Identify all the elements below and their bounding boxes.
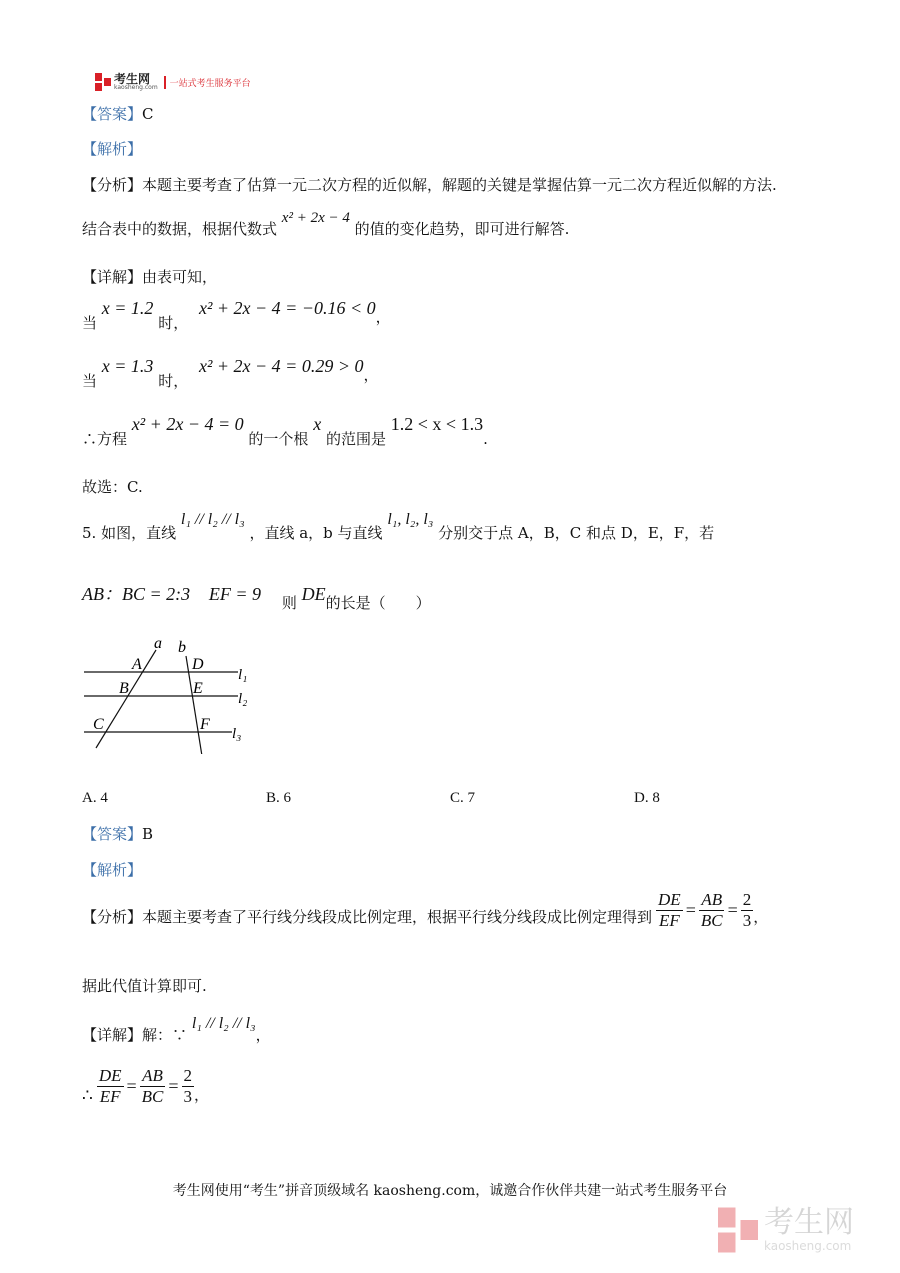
q5-fenxi: [82, 890, 768, 930]
xiangjie-text: 由表可知，: [142, 268, 218, 286]
lines-list: l₁, l₂, l₃: [387, 511, 434, 528]
label-a: a: [154, 635, 162, 652]
logo-name: 考生网: [114, 72, 151, 86]
logo-domain: kaosheng.com: [114, 84, 158, 91]
label-C: C: [93, 716, 104, 733]
expression: x² + 2x − 4: [281, 210, 350, 226]
answer-tag: 【答案】: [82, 825, 143, 843]
equation: x² + 2x − 4 = 0: [131, 414, 244, 434]
label-F: F: [200, 716, 210, 733]
q4-xiangjie: [82, 266, 217, 287]
footer-watermark: [718, 1204, 854, 1256]
xiangjie-text: 解：∵: [142, 1026, 188, 1044]
q5-analysis-tag: 【解析】: [82, 861, 143, 879]
shi-label: 时，: [158, 372, 189, 390]
shi-label: 时，: [158, 314, 189, 332]
case1-value: x² + 2x − 4 = −0.16 < 0: [199, 298, 376, 318]
case2-value: x² + 2x − 4 = 0.29 > 0: [199, 356, 364, 376]
equals: =: [727, 899, 738, 920]
therefore-symbol: ∴: [82, 1086, 93, 1107]
root-var: x: [313, 414, 322, 434]
tail-text: 的长是（ ）: [325, 594, 431, 612]
because-expr: l₁ // l₂ // l₃: [191, 1015, 256, 1032]
logo-mark-icon: [95, 73, 111, 91]
fraction-de-ef: [97, 1066, 124, 1106]
xiangjie-tag: 【详解】: [82, 1026, 143, 1044]
geometry-figure: [80, 634, 260, 754]
frac-num-de: DE: [98, 1066, 122, 1085]
watermark-name: 考生网: [764, 1205, 854, 1240]
comma: ，: [255, 1026, 271, 1044]
frac-num-2: 2: [183, 1066, 193, 1085]
header-logo[interactable]: [95, 71, 251, 93]
frac-den-3: 3: [742, 910, 752, 930]
stem-b: ，直线 a，b 与直线: [249, 524, 383, 542]
label-l3: l₃: [232, 726, 242, 742]
label-b: b: [178, 639, 186, 656]
range-text: 的范围是: [325, 430, 386, 448]
case1-x: x = 1.2: [101, 298, 154, 318]
watermark-domain: kaosheng.com: [764, 1239, 852, 1253]
then-text: 则: [281, 594, 297, 612]
q5-therefore: [82, 1066, 209, 1106]
frac-num-de: DE: [658, 890, 681, 909]
fraction-2-3: [741, 890, 754, 930]
q4-line2: [82, 210, 570, 239]
xiangjie-tag: 【详解】: [82, 268, 143, 286]
footer-text: 考生网使用“考生”拼音顶级域名 kaosheng.com，诚邀合作伙伴共建一站式考生服务平台: [172, 1183, 728, 1199]
line2-text-a: 结合表中的数据，根据代数式: [82, 220, 278, 238]
frac-den-3: 3: [183, 1086, 193, 1106]
q4-conclusion: [82, 414, 488, 448]
stem-a: 5. 如图，直线: [82, 524, 177, 542]
label-A: A: [132, 656, 142, 673]
fenxi-text: 本题主要考查了估算一元二次方程的近似解，解题的关键是掌握估算一元二次方程近似解的方法.: [142, 176, 777, 194]
watermark-logo-icon: [718, 1204, 758, 1256]
equals: =: [685, 899, 696, 920]
root-text: 的一个根: [248, 430, 309, 448]
q4-case1: [82, 298, 391, 332]
comma: ，: [753, 907, 769, 926]
label-l1: l₁: [238, 667, 248, 683]
period: .: [483, 430, 488, 448]
fenxi-text: 本题主要考查了平行线分线段成比例定理，根据平行线分线段成比例定理得到: [142, 907, 653, 926]
q5-answer: [82, 823, 153, 844]
parallel-lines: l₁ // l₂ // l₃: [180, 511, 245, 528]
option-c[interactable]: C. 7: [450, 790, 476, 806]
ef-value: EF = 9: [208, 584, 262, 604]
q4-choose: 故选：C.: [82, 478, 143, 496]
label-E: E: [193, 680, 203, 697]
frac-den-ef: EF: [658, 910, 680, 930]
comma: ，: [194, 1085, 210, 1104]
q5-stem: [82, 508, 715, 542]
answer-tag: 【答案】: [82, 105, 143, 123]
fraction-2-3: [182, 1066, 195, 1106]
option-a[interactable]: A. 4: [82, 790, 108, 806]
fenxi-tag: 【分析】: [82, 176, 143, 194]
when-label: 当: [82, 314, 98, 332]
frac-num-2: 2: [742, 890, 752, 909]
ratio: AB：BC = 2:3: [82, 584, 191, 604]
fraction-de-ef: [656, 890, 683, 930]
answer-value: C: [142, 105, 154, 123]
fraction-ab-bc: [699, 890, 725, 930]
frac-den-bc: BC: [700, 910, 723, 930]
when-label: 当: [82, 372, 98, 390]
label-D: D: [192, 656, 204, 673]
q5-fenxi-end: 据此代值计算即可.: [82, 977, 207, 995]
line2-text-b: 的值的变化趋势，即可进行解答.: [354, 220, 570, 238]
fenxi-tag: 【分析】: [82, 907, 143, 926]
comma: ，: [375, 308, 391, 326]
label-l2: l₂: [238, 691, 248, 707]
frac-den-bc: BC: [141, 1086, 164, 1106]
frac-num-ab: AB: [142, 1066, 163, 1085]
answer-value: B: [142, 825, 154, 843]
q5-condition: [82, 580, 431, 612]
frac-den-ef: EF: [99, 1086, 121, 1106]
q5-xiangjie: [82, 1012, 271, 1044]
de-var: DE: [301, 584, 326, 604]
logo-slogan: 一站式考生服务平台: [164, 76, 251, 89]
therefore-text: ∴方程: [82, 430, 128, 448]
option-b[interactable]: B. 6: [266, 790, 292, 806]
stem-c: 分别交于点 A，B，C 和点 D，E，F，若: [438, 524, 715, 542]
fraction-ab-bc: [140, 1066, 166, 1106]
range: 1.2 < x < 1.3: [390, 414, 484, 434]
q4-analysis-tag: 【解析】: [82, 140, 143, 158]
frac-num-ab: AB: [701, 890, 723, 909]
line-a: [96, 650, 156, 748]
equals: =: [126, 1075, 137, 1096]
equals: =: [168, 1075, 179, 1096]
q4-case2: [82, 356, 379, 390]
label-B: B: [119, 680, 129, 697]
comma: ，: [363, 366, 379, 384]
case2-x: x = 1.3: [101, 356, 154, 376]
q4-answer: [82, 103, 154, 124]
option-d[interactable]: D. 8: [634, 790, 660, 806]
q4-fenxi: [82, 174, 777, 195]
